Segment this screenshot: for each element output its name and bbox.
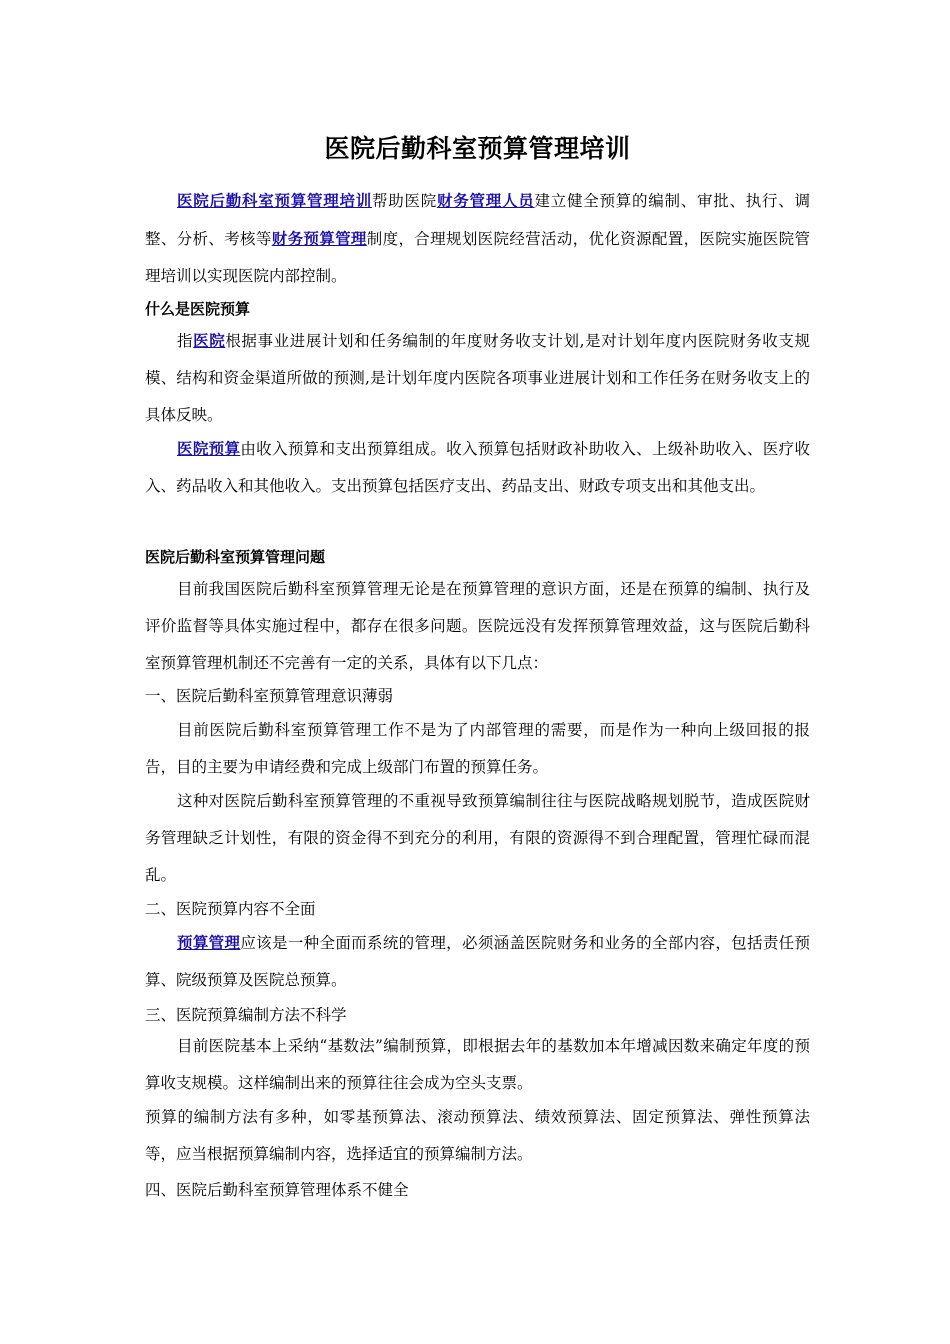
section1-paragraph-1: 指医院根据事业进展计划和任务编制的年度财务收支计划,是对计划年度内医院财务收支规模、结构和资金渠道所做的预测,是计划年度内医院各项事业进展计划和工作任务在财务收支上的具体反映。 — [145, 331, 810, 424]
link-budget-training[interactable]: 医院后勤科室预算管理培训 — [177, 191, 372, 210]
link-hospital-budget[interactable]: 医院预算 — [177, 439, 241, 458]
link-hospital[interactable]: 医院 — [193, 331, 226, 350]
item3-title: 三、医院预算编制方法不科学 — [145, 1006, 347, 1024]
section2-paragraph: 目前我国医院后勤科室预算管理无论是在预算管理的意识方面，还是在预算的编制、执行及评价监督等具体实施过程中，都存在很多问题。医院远没有发挥预算管理效益，这与医院后勤科室预算管理机制还不完善有一定的关系，具体有以下几点： — [145, 580, 810, 672]
item3-paragraph-1: 目前医院基本上采纳“基数法”编制预算，即根据去年的基数加本年增减因数来确定年度的预算收支规模。这样编制出来的预算往往会成为空头支票。 — [145, 1037, 810, 1092]
section1-paragraph-2: 医院预算由收入预算和支出预算组成。收入预算包括财政补助收入、上级补助收入、医疗收入、药品收入和其他收入。支出预算包括医疗支出、药品支出、财政专项支出和其他支出。 — [145, 439, 810, 495]
link-budget-management[interactable]: 预算管理 — [177, 933, 241, 952]
page-title: 医院后勤科室预算管理培训 — [324, 134, 631, 163]
item2-title: 二、医院预算内容不全面 — [145, 900, 316, 918]
item1-paragraph-1: 目前医院后勤科室预算管理工作不是为了内部管理的需要，而是作为一种向上级回报的报告，目的主要为申请经费和完成上级部门布置的预算任务。 — [145, 721, 810, 776]
section-heading-what-is-budget: 什么是医院预算 — [145, 300, 251, 318]
intro-paragraph: 医院后勤科室预算管理培训帮助医院财务管理人员建立健全预算的编制、审批、执行、调整、分析、考核等财务预算管理制度，合理规划医院经营活动，优化资源配置，医院实施医院管理培训以实现医院内部控制。 — [145, 191, 810, 285]
item1-title: 一、医院后勤科室预算管理意识薄弱 — [145, 687, 394, 705]
item3-paragraph-2: 预算的编制方法有多种，如零基预算法、滚动预算法、绩效预算法、固定预算法、弹性预算法等，应当根据预算编制内容，选择适宜的预算编制方法。 — [145, 1108, 810, 1163]
link-finance-staff[interactable]: 财务管理人员 — [436, 191, 535, 210]
item1-paragraph-2: 这种对医院后勤科室预算管理的不重视导致预算编制往往与医院战略规划脱节，造成医院财务管理缺乏计划性，有限的资金得不到充分的利用，有限的资源得不到合理配置，管理忙碌而混乱。 — [145, 792, 810, 884]
section-heading-problems: 医院后勤科室预算管理问题 — [145, 548, 326, 566]
item2-paragraph: 预算管理应该是一种全面而系统的管理，必须涵盖医院财务和业务的全部内容，包括责任预算、院级预算及医院总预算。 — [145, 933, 810, 989]
link-finance-budget-management[interactable]: 财务预算管理 — [271, 229, 367, 248]
item4-title: 四、医院后勤科室预算管理体系不健全 — [145, 1181, 409, 1199]
